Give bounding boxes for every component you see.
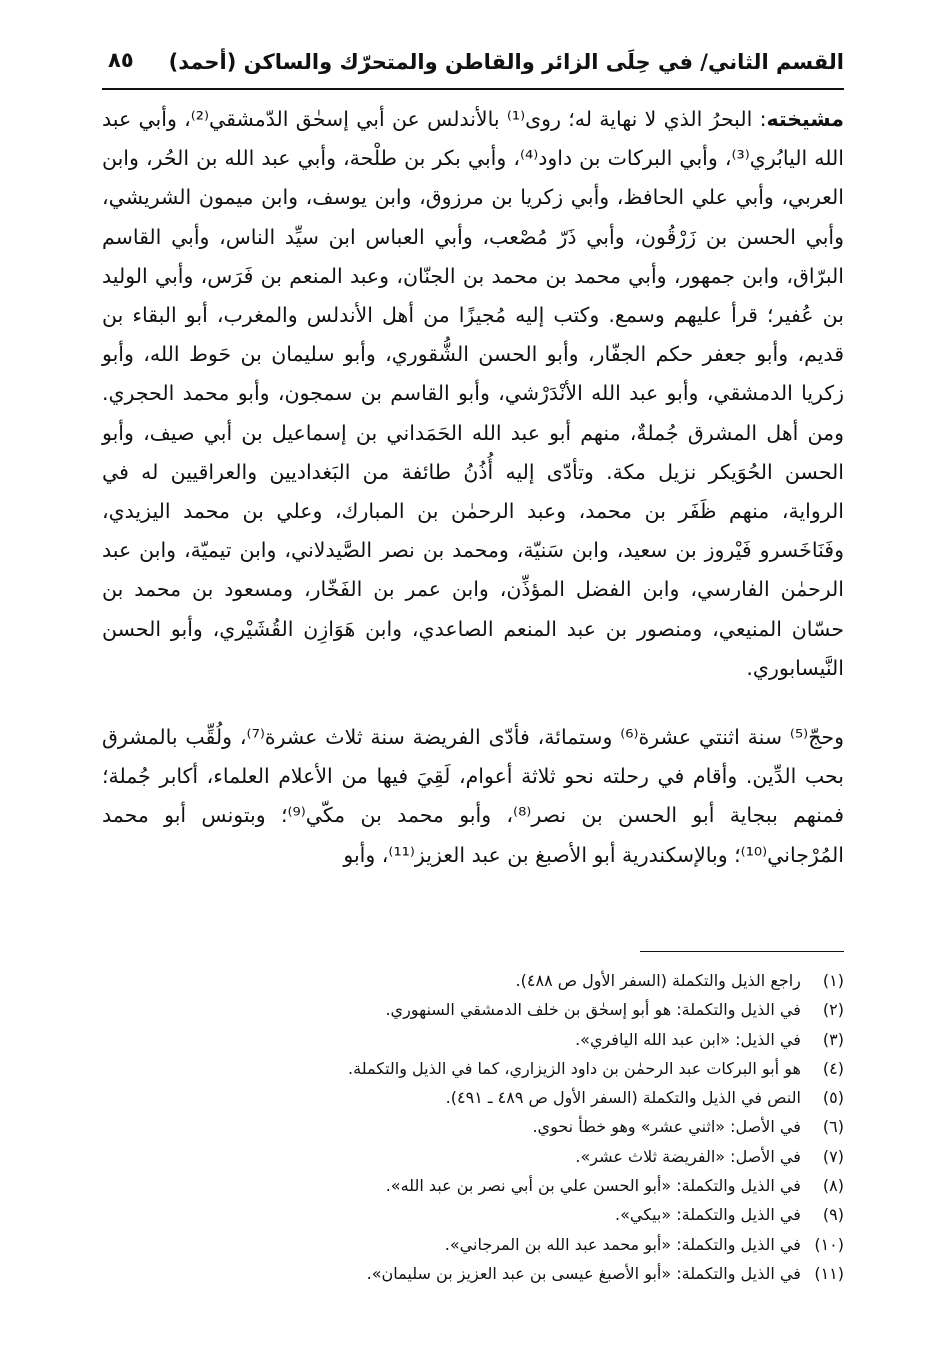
page-header (102, 44, 844, 88)
footnote-text: في الذيل والتكملة: «أبو محمد عبد الله بن المرجاني». (444, 1234, 801, 1254)
footnote-text: في الذيل والتكملة: هو أبو إسحٰق بن خلف الدمشقي السنهوري. (385, 1000, 801, 1020)
footnote-2 (102, 995, 844, 1024)
footnote-number: (٧) (822, 1146, 844, 1166)
paragraph-pilgrimage: وحجّ⁽⁵⁾ سنة اثنتي عشرة⁽⁶⁾ وستمائة، فأدّى الفريضة سنة ثلاث عشرة⁽⁷⁾، ولُقِّب بالمشرق بحب الدِّين. وأقام في رحلته نحو ثلاثة أعوام، لَقِيَ فيها من الأعلام العلماء، أكابر جُملة؛ فمنهم ببجاية أبو الحسن بن نصر⁽⁸⁾، وأبو محمد بن مكّي⁽⁹⁾؛ وبتونس أبو محمد المُرْجاني⁽¹⁰⁾؛ وبالإسكندرية أبو الأصبغ بن عبد العزيز⁽¹¹⁾، وأبو (102, 725, 845, 867)
page-number: ٨٥ (108, 48, 134, 72)
footnote-10 (102, 1230, 844, 1259)
footnote-text: في الأصل: «الفريضة ثلاث عشر». (575, 1146, 801, 1166)
footnote-6 (102, 1112, 844, 1141)
footnote-number: (٢) (822, 1000, 844, 1020)
footnote-1 (102, 966, 844, 995)
footnote-8 (102, 1171, 844, 1200)
footnote-number: (١٠) (814, 1234, 844, 1254)
section-lead-word: مشيخته (766, 107, 844, 131)
footnote-text: راجع الذيل والتكملة (السفر الأول ص ٤٨٨). (515, 971, 801, 990)
paragraph-teachers-text: : البحرُ الذي لا نهاية له؛ روى⁽¹⁾ بالأندلس عن أبي إسحٰق الدّمشقي⁽²⁾، وأبي عبد الله اليابُري⁽³⁾، وأبي البركات بن داود⁽⁴⁾، وأبي بكر بن طلْحة، وأبي عبد الله بن الحُر، وابن العربي، وأبي علي الحافظ، وأبي زكريا بن مرزوق، وابن يوسف، وابن ميمون الشريشي، وأبي الحسن بن زَرْقُون، وأبي ذَرّ مُصْعب، وأبي العباس ابن سيِّد الناس، وأبي القاسم البرّاق، وابن جمهور، وأبي محمد بن محمد بن الجنّان، وعبد المنعم بن فَرَس، وأبي الوليد بن عُفير؛ قرأ عليهم وسمع. وكتب إليه مُجيزًا من أهل الأندلس والمغرب، أبو البقاء بن قديم، وأبو جعفر حكم الجفّار، وأبو الحسن الشُّقوري، وأبو سليمان بن حَوط الله، وأبو زكريا الدمشقي، وأبو عبد الله الأنْدَرْشي، وأبو القاسم بن سمجون، وأبو محمد الحجري. ومن أهل المشرق جُملةٌ، منهم أبو عبد الله الحَمَداني بن إسماعيل بن أبي صيف، وأبو الحسن الحُوَيكر نزيل مكة. وتأدّى إليه أُذُنُ طائفة من البَغداديين والعراقيين له في الرواية، منهم ظَفَر بن محمد، وعبد الرحمٰن بن المبارك، وعلي بن محمد اليزيدي، وفَنَاخَسرو فَيْروز بن سعيد، وابن سَنيّة، ومحمد بن نصر الصَّيدلاني، وابن تيميّة، وابن عبد الرحمٰن الفارسي، وابن الفضل المؤذِّن، وابن عمر بن الفَخّار، ومسعود بن محمد بن حسّان المنيعي، ومنصور بن عبد المنعم الصاعدي، وابن هَوَازِن القُشَيْري، وأبو الحسن النَّيسابوري. (102, 107, 845, 680)
footnote-7 (102, 1142, 844, 1171)
footnote-number: (١١) (814, 1263, 844, 1283)
footnote-text: في الذيل والتكملة: «بيكي». (615, 1205, 801, 1225)
footnote-9 (102, 1200, 844, 1229)
footnote-text: في الذيل والتكملة: «أبو الحسن علي بن أبي نصر بن عبد الله». (385, 1176, 801, 1196)
running-title: القسم الثاني/ في حِلَى الزائر والقاطن والمتحرّك والساكن (أحمد) (168, 50, 844, 74)
header-rule (102, 88, 844, 90)
footnote-text: النص في الذيل والتكملة (السفر الأول ص ٤٨٩ ـ ٤٩١). (445, 1088, 801, 1108)
footnote-number: (٤) (822, 1058, 844, 1078)
footnote-3 (102, 1025, 844, 1054)
footnote-number: (٥) (822, 1088, 844, 1108)
footnote-text: في الذيل: «ابن عبد الله اليافري». (575, 1029, 801, 1049)
footnote-5 (102, 1083, 844, 1112)
paragraph-teachers (102, 100, 844, 688)
footnote-separator (640, 951, 844, 952)
footnote-text: في الأصل: «اثني عشر» وهو خطأ نحوي. (532, 1117, 801, 1137)
footnote-4 (102, 1054, 844, 1083)
footnote-number: (٦) (822, 1117, 844, 1137)
footnote-text: في الذيل والتكملة: «أبو الأصبغ عيسى بن عبد العزيز بن سليمان». (366, 1263, 801, 1283)
main-text (102, 100, 844, 875)
footnote-number: (٩) (822, 1205, 844, 1225)
footnote-11 (102, 1259, 844, 1288)
footnote-text: هو أبو البركات عبد الرحمٰن بن داود الزيزاري، كما في الذيل والتكملة. (348, 1058, 801, 1078)
footnote-number: (٨) (822, 1176, 844, 1196)
footnote-number: (٣) (822, 1029, 844, 1049)
footnote-number: (١) (822, 971, 844, 990)
footnotes (102, 966, 844, 1288)
